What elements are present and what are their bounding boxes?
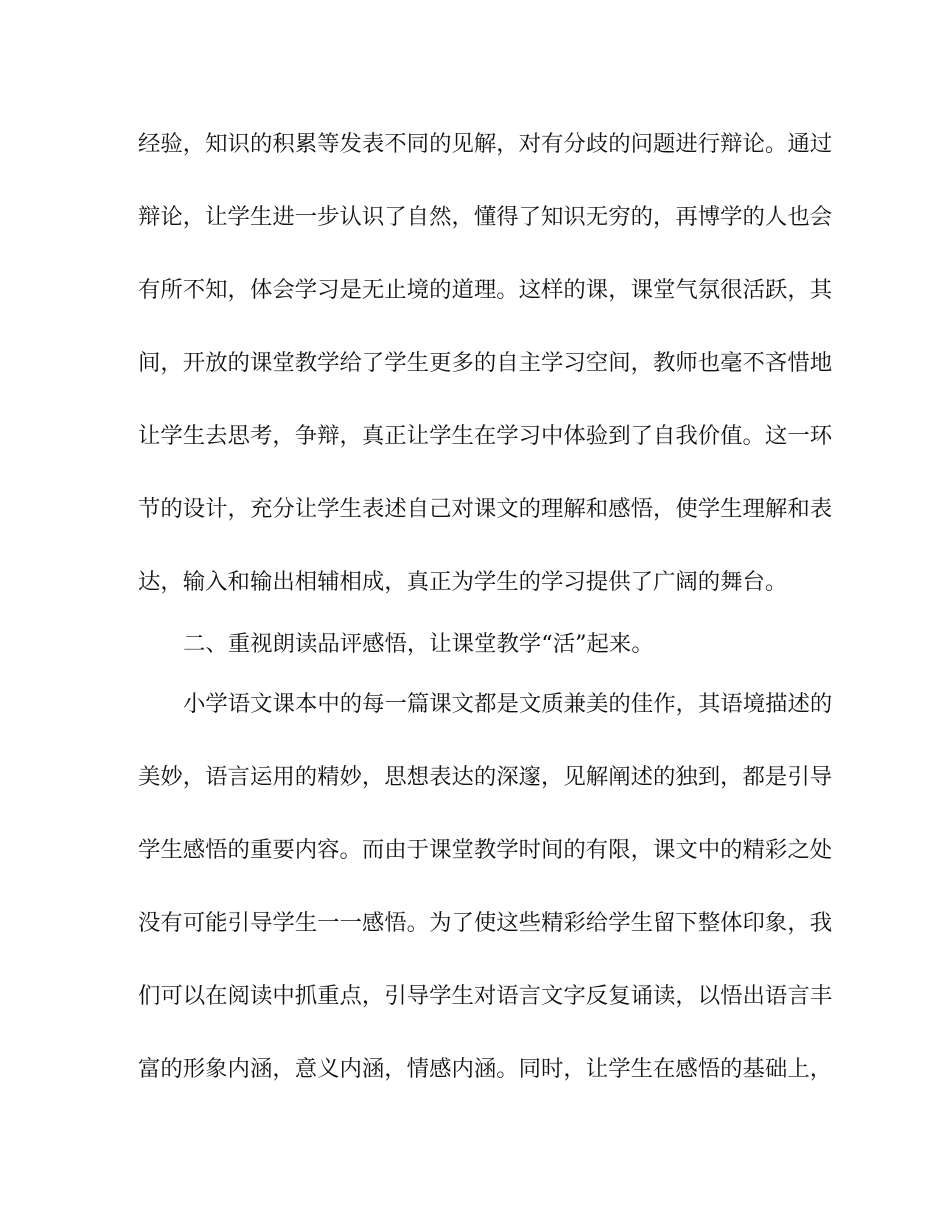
text-line: 没有可能引导学生一一感悟。为了使这些精彩给学生留下整体印象，我 xyxy=(138,910,833,936)
section-heading: 二、重视朗读品评感悟，让课堂教学“活”起来。 xyxy=(183,631,654,657)
text-line: 间，开放的课堂教学给了学生更多的自主学习空间，教师也毫不吝惜地 xyxy=(138,350,833,376)
text-line: 们可以在阅读中抓重点，引导学生对语言文字反复诵读，以悟出语言丰 xyxy=(138,983,833,1009)
text-line: 有所不知，体会学习是无止境的道理。这样的课，课堂气氛很活跃，其 xyxy=(138,277,833,303)
text-line: 经验，知识的积累等发表不同的见解，对有分歧的问题进行辩论。通过 xyxy=(138,131,833,157)
text-line: 富的形象内涵，意义内涵，情感内涵。同时，让学生在感悟的基础上， xyxy=(138,1056,833,1082)
text-line: 让学生去思考，争辩，真正让学生在学习中体验到了自我价值。这一环 xyxy=(138,423,833,449)
text-line: 达，输入和输出相辅相成，真正为学生的学习提供了广阔的舞台。 xyxy=(138,569,788,595)
text-line: 节的设计，充分让学生表述自己对课文的理解和感悟，使学生理解和表 xyxy=(138,496,833,522)
text-line: 辩论，让学生进一步认识了自然，懂得了知识无穷的，再博学的人也会 xyxy=(138,204,833,230)
text-line: 学生感悟的重要内容。而由于课堂教学时间的有限，课文中的精彩之处 xyxy=(138,837,833,863)
text-line: 美妙，语言运用的精妙，思想表达的深邃，见解阐述的独到，都是引导 xyxy=(138,764,833,790)
text-line: 小学语文课本中的每一篇课文都是文质兼美的佳作，其语境描述的 xyxy=(183,691,833,717)
